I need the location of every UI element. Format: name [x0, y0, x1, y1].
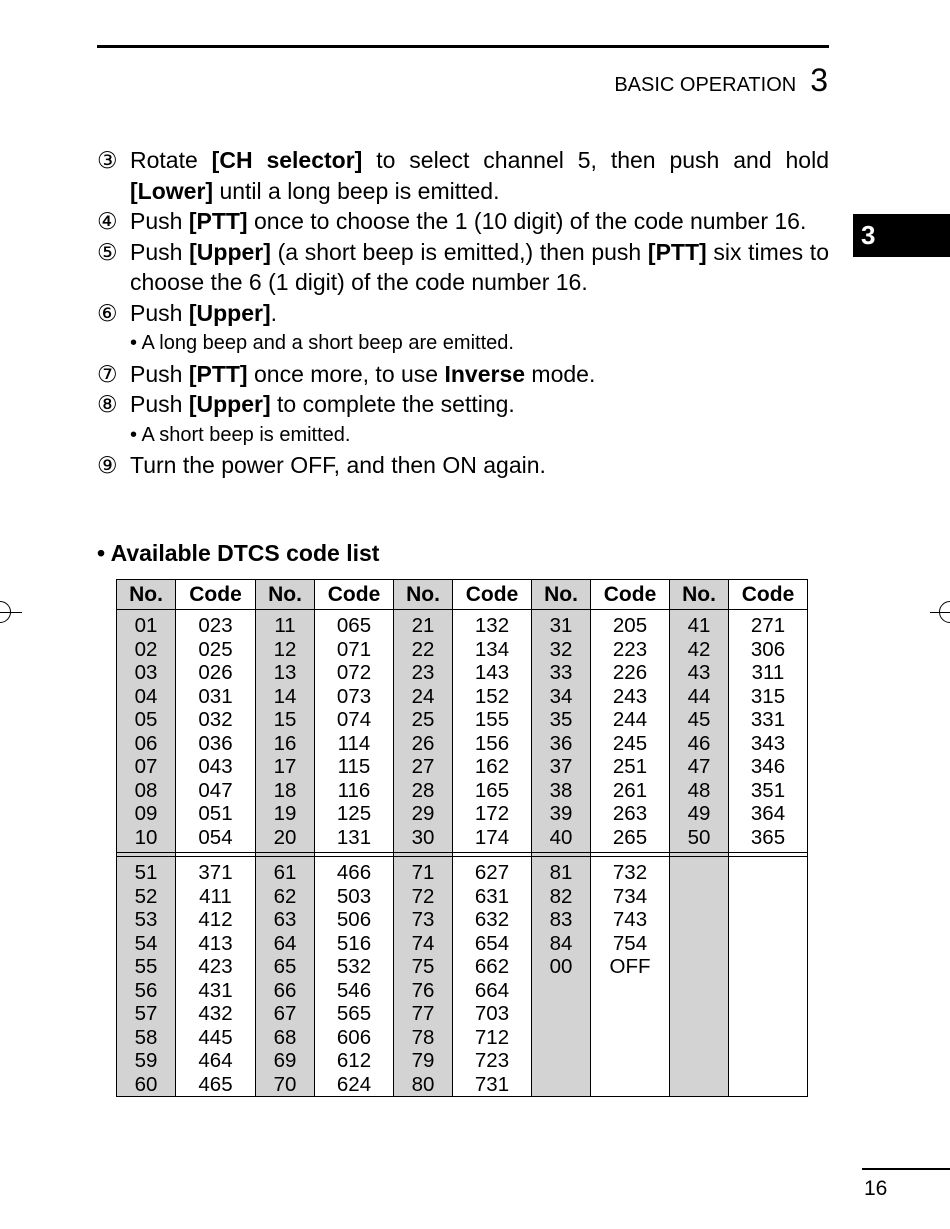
step-number: ④	[97, 208, 118, 234]
code-value-cell: 226	[591, 661, 670, 685]
step-text	[130, 450, 829, 481]
code-value-cell: 155	[453, 708, 532, 732]
code-value-cell: 043	[176, 755, 256, 779]
code-number-cell	[670, 932, 729, 956]
code-value-cell: 025	[176, 638, 256, 662]
code-value-cell	[591, 1026, 670, 1050]
code-value-cell: 263	[591, 802, 670, 826]
table-row	[117, 802, 808, 826]
code-value-cell: 072	[315, 661, 394, 685]
code-number-cell: 43	[670, 661, 729, 685]
code-number-cell: 05	[117, 708, 176, 732]
table-row	[117, 857, 808, 885]
column-header-code: Code	[315, 580, 394, 610]
code-number-cell: 57	[117, 1002, 176, 1026]
code-number-cell: 31	[532, 610, 591, 638]
code-value-cell: 065	[315, 610, 394, 638]
code-number-cell	[670, 1073, 729, 1097]
code-value-cell: 754	[591, 932, 670, 956]
step-text-part: Push	[130, 238, 190, 265]
code-value-cell: 223	[591, 638, 670, 662]
step-text-part: .	[270, 299, 277, 326]
chapter-side-tab: 3	[853, 214, 950, 257]
code-value-cell: 346	[729, 755, 808, 779]
section-title: BASIC OPERATION	[614, 74, 797, 96]
step-text-part: mode.	[525, 360, 596, 387]
code-value-cell: 464	[176, 1049, 256, 1073]
step-text-part: Turn the power OFF, and then ON again.	[130, 452, 546, 478]
instruction-steps	[97, 145, 829, 481]
code-value-cell: 712	[453, 1026, 532, 1050]
code-number-cell: 70	[256, 1073, 315, 1097]
step-text-part: once to choose the 1 (10 digit) of the code number 16.	[247, 208, 807, 234]
code-value-cell: 662	[453, 955, 532, 979]
code-number-cell: 30	[394, 826, 453, 853]
code-value-cell: 156	[453, 732, 532, 756]
table-row	[117, 1026, 808, 1050]
step-text-part: to select channel 5, then push and hold	[362, 147, 829, 173]
step-text	[130, 389, 829, 420]
code-value-cell: 244	[591, 708, 670, 732]
code-number-cell: 40	[532, 826, 591, 853]
code-number-cell: 64	[256, 932, 315, 956]
code-number-cell: 28	[394, 779, 453, 803]
code-value-cell: 311	[729, 661, 808, 685]
code-value-cell: 143	[453, 661, 532, 685]
code-number-cell: 12	[256, 638, 315, 662]
code-number-cell: 52	[117, 885, 176, 909]
step-emphasis: [Lower]	[130, 177, 214, 204]
column-header-no: No.	[532, 580, 591, 610]
step-emphasis: [PTT]	[188, 208, 248, 234]
step-text-part: Push	[130, 208, 189, 234]
code-value-cell: 412	[176, 908, 256, 932]
code-value-cell: 174	[453, 826, 532, 853]
code-number-cell: 24	[394, 685, 453, 709]
code-value-cell: 265	[591, 826, 670, 853]
code-value-cell: 506	[315, 908, 394, 932]
code-number-cell: 58	[117, 1026, 176, 1050]
step	[97, 237, 829, 298]
section-number: 3	[810, 62, 828, 98]
code-value-cell: 074	[315, 708, 394, 732]
step-number: ⑦	[97, 360, 118, 387]
code-number-cell: 38	[532, 779, 591, 803]
code-number-cell: 26	[394, 732, 453, 756]
code-value-cell	[729, 857, 808, 885]
code-number-cell: 67	[256, 1002, 315, 1026]
code-value-cell: 245	[591, 732, 670, 756]
code-value-cell: 125	[315, 802, 394, 826]
step-text	[130, 359, 829, 390]
code-value-cell: 054	[176, 826, 256, 853]
code-value-cell: 032	[176, 708, 256, 732]
code-value-cell	[729, 979, 808, 1003]
column-header-code: Code	[453, 580, 532, 610]
table-row	[117, 755, 808, 779]
code-number-cell: 68	[256, 1026, 315, 1050]
top-rule	[97, 45, 829, 48]
code-value-cell: 026	[176, 661, 256, 685]
table-row	[117, 908, 808, 932]
step-emphasis: [CH selector]	[211, 147, 363, 173]
code-number-cell: 77	[394, 1002, 453, 1026]
code-number-cell: 41	[670, 610, 729, 638]
table-row	[117, 1002, 808, 1026]
column-header-code: Code	[591, 580, 670, 610]
code-number-cell: 69	[256, 1049, 315, 1073]
code-value-cell: 703	[453, 1002, 532, 1026]
code-value-cell: 205	[591, 610, 670, 638]
code-number-cell: 21	[394, 610, 453, 638]
column-header-no: No.	[394, 580, 453, 610]
code-number-cell: 73	[394, 908, 453, 932]
crop-mark-left-circle	[0, 601, 11, 623]
code-number-cell: 02	[117, 638, 176, 662]
code-number-cell: 50	[670, 826, 729, 853]
column-header-no: No.	[670, 580, 729, 610]
step-text	[130, 237, 829, 298]
table-row	[117, 1049, 808, 1073]
step-number: ⑥	[97, 299, 118, 326]
code-number-cell: 51	[117, 857, 176, 885]
code-number-cell: 35	[532, 708, 591, 732]
code-value-cell: 364	[729, 802, 808, 826]
code-value-cell: 116	[315, 779, 394, 803]
code-number-cell: 03	[117, 661, 176, 685]
crop-mark-right-circle	[939, 601, 950, 623]
code-value-cell	[729, 1002, 808, 1026]
column-header-code: Code	[176, 580, 256, 610]
step-emphasis: [Upper]	[188, 391, 271, 417]
step-text-part: until a long beep is emitted.	[213, 177, 500, 204]
code-value-cell: 023	[176, 610, 256, 638]
code-number-cell: 08	[117, 779, 176, 803]
code-number-cell: 01	[117, 610, 176, 638]
step-number: ⑧	[97, 391, 118, 417]
code-value-cell: 152	[453, 685, 532, 709]
code-value-cell: 343	[729, 732, 808, 756]
step-text-part: Push	[130, 391, 189, 417]
code-number-cell: 72	[394, 885, 453, 909]
code-value-cell: 261	[591, 779, 670, 803]
code-number-cell	[532, 1073, 591, 1097]
code-value-cell: 624	[315, 1073, 394, 1097]
code-value-cell: 423	[176, 955, 256, 979]
step-text-part: Push	[130, 299, 189, 326]
code-value-cell	[729, 932, 808, 956]
code-value-cell: 172	[453, 802, 532, 826]
code-value-cell: 051	[176, 802, 256, 826]
step-text-part: once more, to use	[247, 360, 445, 387]
table-row	[117, 885, 808, 909]
code-number-cell: 83	[532, 908, 591, 932]
code-number-cell: 00	[532, 955, 591, 979]
code-value-cell: 431	[176, 979, 256, 1003]
code-number-cell: 42	[670, 638, 729, 662]
table-row	[117, 732, 808, 756]
table-row	[117, 685, 808, 709]
step-text	[130, 206, 829, 237]
code-value-cell	[729, 955, 808, 979]
code-number-cell: 44	[670, 685, 729, 709]
code-number-cell: 60	[117, 1073, 176, 1097]
code-number-cell: 75	[394, 955, 453, 979]
code-number-cell: 18	[256, 779, 315, 803]
table-row	[117, 826, 808, 853]
code-number-cell: 74	[394, 932, 453, 956]
code-value-cell: 114	[315, 732, 394, 756]
step-text	[130, 145, 829, 206]
table-row	[117, 955, 808, 979]
code-number-cell: 56	[117, 979, 176, 1003]
code-number-cell: 11	[256, 610, 315, 638]
code-value-cell: 131	[315, 826, 394, 853]
step-text-part: six times to choose the 6 (1 digit) of the code number 16.	[130, 238, 829, 295]
code-number-cell: 20	[256, 826, 315, 853]
code-number-cell	[670, 1026, 729, 1050]
code-value-cell: 306	[729, 638, 808, 662]
table-row	[117, 1073, 808, 1097]
code-number-cell: 71	[394, 857, 453, 885]
code-value-cell: 632	[453, 908, 532, 932]
code-number-cell: 46	[670, 732, 729, 756]
code-value-cell: 732	[591, 857, 670, 885]
step	[97, 359, 829, 390]
code-number-cell	[670, 1049, 729, 1073]
code-value-cell	[729, 908, 808, 932]
code-value-cell: 631	[453, 885, 532, 909]
column-header-code: Code	[729, 580, 808, 610]
code-number-cell: 15	[256, 708, 315, 732]
step-text-part: to complete the setting.	[270, 391, 515, 417]
code-number-cell: 19	[256, 802, 315, 826]
table-row	[117, 638, 808, 662]
table-row	[117, 661, 808, 685]
code-value-cell: 047	[176, 779, 256, 803]
code-value-cell	[729, 1049, 808, 1073]
code-number-cell: 13	[256, 661, 315, 685]
code-value-cell: 413	[176, 932, 256, 956]
code-value-cell: 315	[729, 685, 808, 709]
step-text-part: Rotate	[130, 147, 212, 173]
code-number-cell: 62	[256, 885, 315, 909]
code-value-cell: 731	[453, 1073, 532, 1097]
code-number-cell: 80	[394, 1073, 453, 1097]
code-value-cell: 612	[315, 1049, 394, 1073]
code-number-cell: 39	[532, 802, 591, 826]
code-value-cell: 115	[315, 755, 394, 779]
code-value-cell: 162	[453, 755, 532, 779]
code-number-cell	[670, 885, 729, 909]
code-number-cell	[670, 955, 729, 979]
code-number-cell: 53	[117, 908, 176, 932]
step-text-part: Push	[130, 360, 189, 387]
code-value-cell: 371	[176, 857, 256, 885]
footer-rule	[862, 1168, 950, 1170]
step-emphasis: [PTT]	[647, 238, 707, 265]
code-value-cell: 331	[729, 708, 808, 732]
code-number-cell	[532, 1049, 591, 1073]
code-number-cell	[532, 1002, 591, 1026]
code-value-cell: 565	[315, 1002, 394, 1026]
code-value-cell: 734	[591, 885, 670, 909]
code-number-cell: 49	[670, 802, 729, 826]
code-number-cell: 04	[117, 685, 176, 709]
code-number-cell: 84	[532, 932, 591, 956]
step	[97, 145, 829, 206]
table-row	[117, 610, 808, 638]
step-note: • A long beep and a short beep are emitted.	[130, 332, 514, 354]
step-text-part: (a short beep is emitted,) then push	[270, 238, 648, 265]
code-number-cell: 66	[256, 979, 315, 1003]
code-number-cell	[532, 979, 591, 1003]
code-number-cell: 82	[532, 885, 591, 909]
step-emphasis: [PTT]	[188, 360, 248, 387]
code-value-cell	[729, 885, 808, 909]
code-value-cell	[729, 1073, 808, 1097]
dtcs-code-table	[116, 579, 808, 1097]
code-value-cell: 503	[315, 885, 394, 909]
code-value-cell: 516	[315, 932, 394, 956]
step-number: ⑤	[97, 238, 118, 265]
code-value-cell: 432	[176, 1002, 256, 1026]
code-value-cell	[729, 1026, 808, 1050]
code-number-cell: 16	[256, 732, 315, 756]
code-number-cell: 34	[532, 685, 591, 709]
step	[97, 450, 829, 481]
code-number-cell: 10	[117, 826, 176, 853]
step-note: • A short beep is emitted.	[130, 423, 351, 446]
code-value-cell: 351	[729, 779, 808, 803]
code-value-cell: 411	[176, 885, 256, 909]
code-value-cell	[591, 1002, 670, 1026]
code-value-cell: OFF	[591, 955, 670, 979]
code-number-cell: 07	[117, 755, 176, 779]
code-value-cell: 466	[315, 857, 394, 885]
code-number-cell: 37	[532, 755, 591, 779]
code-value-cell: 251	[591, 755, 670, 779]
code-value-cell: 627	[453, 857, 532, 885]
code-value-cell: 445	[176, 1026, 256, 1050]
code-value-cell: 664	[453, 979, 532, 1003]
code-value-cell: 606	[315, 1026, 394, 1050]
code-number-cell: 06	[117, 732, 176, 756]
code-number-cell: 09	[117, 802, 176, 826]
code-number-cell: 55	[117, 955, 176, 979]
table-row	[117, 779, 808, 803]
column-header-no: No.	[256, 580, 315, 610]
section-header	[614, 62, 828, 99]
code-value-cell: 365	[729, 826, 808, 853]
code-value-cell: 532	[315, 955, 394, 979]
code-number-cell: 36	[532, 732, 591, 756]
step	[97, 206, 829, 237]
code-number-cell	[532, 1026, 591, 1050]
step-emphasis: [Upper]	[188, 299, 271, 326]
page-number: 16	[864, 1177, 888, 1200]
code-number-cell: 61	[256, 857, 315, 885]
step	[97, 298, 829, 329]
code-number-cell: 33	[532, 661, 591, 685]
step-number: ③	[97, 147, 118, 173]
table-header-row	[117, 580, 808, 610]
code-value-cell	[591, 1073, 670, 1097]
code-value-cell: 134	[453, 638, 532, 662]
code-number-cell	[670, 1002, 729, 1026]
code-value-cell	[591, 1049, 670, 1073]
step	[97, 389, 829, 420]
code-number-cell: 81	[532, 857, 591, 885]
code-value-cell: 165	[453, 779, 532, 803]
code-number-cell: 78	[394, 1026, 453, 1050]
step-number: ⑨	[97, 452, 118, 478]
code-value-cell: 073	[315, 685, 394, 709]
code-number-cell: 14	[256, 685, 315, 709]
code-value-cell: 743	[591, 908, 670, 932]
code-value-cell: 654	[453, 932, 532, 956]
code-value-cell	[591, 979, 670, 1003]
code-number-cell: 79	[394, 1049, 453, 1073]
code-list-heading: • Available DTCS code list	[97, 540, 380, 566]
code-number-cell: 22	[394, 638, 453, 662]
code-number-cell: 54	[117, 932, 176, 956]
table-row	[117, 932, 808, 956]
code-value-cell: 132	[453, 610, 532, 638]
code-value-cell: 546	[315, 979, 394, 1003]
code-number-cell: 59	[117, 1049, 176, 1073]
code-value-cell: 271	[729, 610, 808, 638]
step-text	[130, 298, 829, 329]
step-emphasis: Inverse	[444, 360, 526, 387]
code-number-cell: 45	[670, 708, 729, 732]
table-row	[117, 708, 808, 732]
step-emphasis: [Upper]	[189, 238, 271, 265]
table-row	[117, 979, 808, 1003]
code-number-cell: 23	[394, 661, 453, 685]
code-number-cell: 65	[256, 955, 315, 979]
column-header-no: No.	[117, 580, 176, 610]
code-number-cell	[670, 979, 729, 1003]
code-number-cell	[670, 857, 729, 885]
code-number-cell: 63	[256, 908, 315, 932]
code-number-cell: 29	[394, 802, 453, 826]
code-number-cell: 32	[532, 638, 591, 662]
code-number-cell: 17	[256, 755, 315, 779]
code-number-cell: 27	[394, 755, 453, 779]
code-number-cell	[670, 908, 729, 932]
code-number-cell: 76	[394, 979, 453, 1003]
code-value-cell: 243	[591, 685, 670, 709]
code-number-cell: 47	[670, 755, 729, 779]
code-value-cell: 071	[315, 638, 394, 662]
code-value-cell: 723	[453, 1049, 532, 1073]
code-value-cell: 036	[176, 732, 256, 756]
code-value-cell: 465	[176, 1073, 256, 1097]
code-value-cell: 031	[176, 685, 256, 709]
code-number-cell: 25	[394, 708, 453, 732]
code-number-cell: 48	[670, 779, 729, 803]
